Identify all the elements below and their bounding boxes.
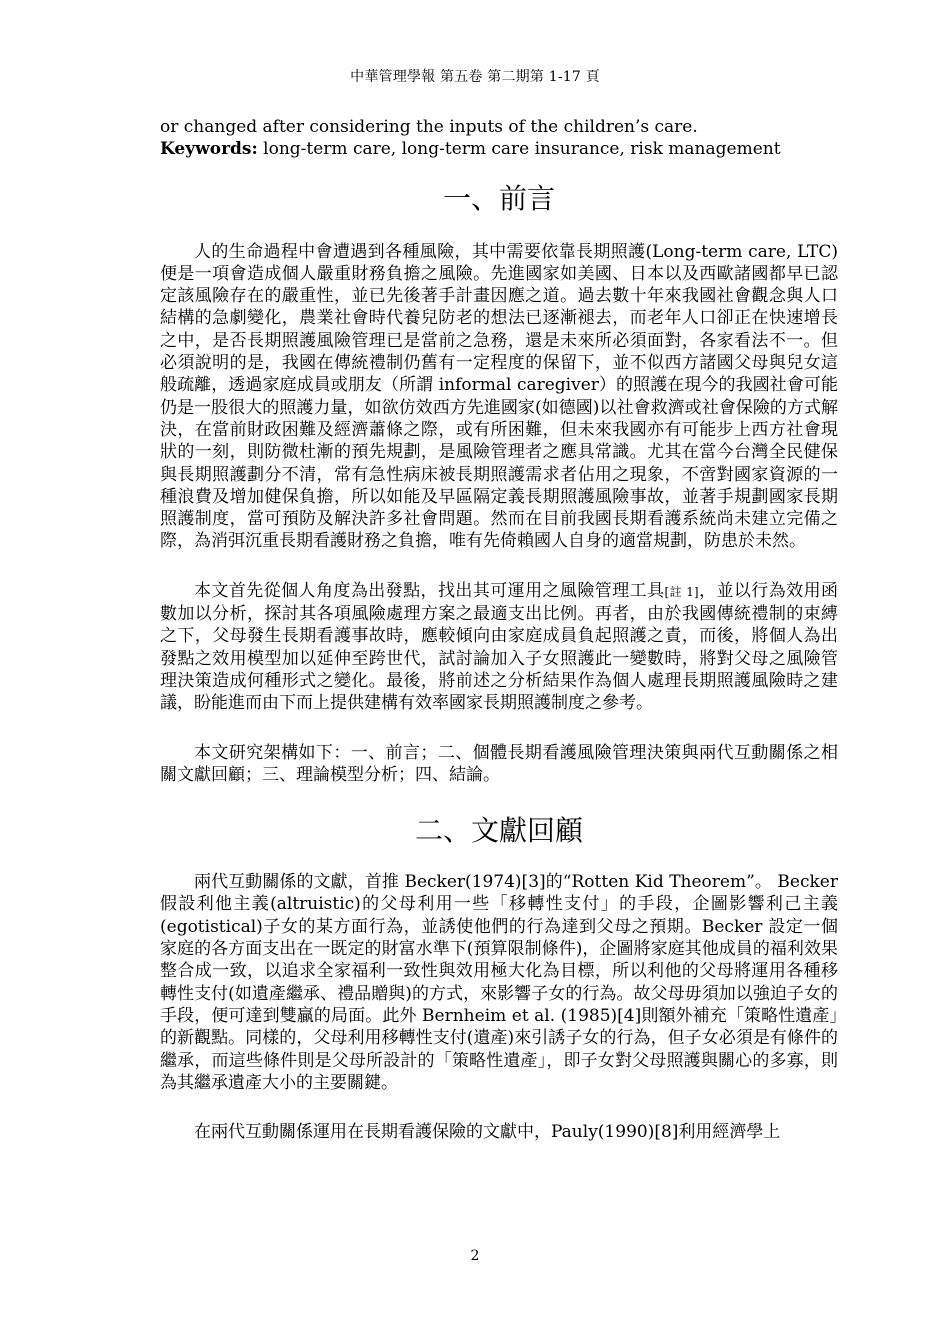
intro-paragraph-2-text-a: 本文首先從個人角度為出發點，找出其可運用之風險管理工具 — [194, 580, 665, 601]
section-heading-literature-review: 二、文獻回顧 — [414, 814, 583, 848]
intro-paragraph-2-text-b: ，並以行為效用函數加以分析，探討其各項風險處理方案之最適支出比例。再者，由於我國傳統禮制的束縛之下，父母發生長期看護事故時，應較傾向由家庭成員負起照護之責，而後，將個人為出發點之效用模型加以延伸至跨世代，試討論加入子女照護此一變數時，將對父母之風險管理決策造成何種形式之變化。最後，將前述之分析結果作為個人處理長期照護風險時之建議，盼能進而由下而上提供建構有效率國家長期照護制度之參考。 — [160, 580, 838, 714]
intro-paragraph-1: 人的生命過程中會遭遇到各種風險，其中需要依靠長期照護(Long-term care, LTC)便是一項會造成個人嚴重財務負擔之風險。先進國家如美國、日本以及西歐諸國都早已認定該風險存在的嚴重性，並已先後著手計畫因應之道。過去數十年來我國社會觀念與人口結構的急劇變化，農業社會時代養兒防老的想法已逐漸褪去，而老年人口卻正在快速增長之中，是否長期照護風險管理已是當前之急務，還是未來所必須面對，各家看法不一。但必須說明的是，我國在傳統禮制仍舊有一定程度的保留下，並不似西方諸國父母與兒女這般疏離，透過家庭成員或朋友（所謂 informal caregiver）的照護在現今的我國社會可能仍是一股很大的照護力量，如欲仿效西方先進國家(如德國)以社會救濟或社會保險的方式解決，在當前財政困難及經濟蕭條之際，或有所困難，但未來我國亦有可能步上西方社會現狀的一刻，則防微杜漸的預先規劃，是風險管理者之應具常識。尤其在當今台灣全民健保與長期照護劃分不清，常有急性病床被長期照護需求者佔用之現象，不啻對國家資源的一種浪費及增加健保負擔，所以如能及早區隔定義長期照護風險事故，並著手規劃國家長期照護制度，當可預防及解決許多社會問題。然而在目前我國長期看護系統尚未建立完備之際，為消弭沉重長期看護財務之負擔，唯有先倚賴國人自身的適當規劃，防患於未然。 — [160, 241, 838, 552]
literature-paragraph-1: 兩代互動關係的文獻，首推 Becker(1974)[3]的“Rotten Kid Theorem”。 Becker 假設利他主義(altruistic)的父母利用一些「移轉性支付」的手段，企圖影響利己主義(egotistical)子女的某方面行為，並誘使他們的行為達到父母之預期。Becker 設定一個家庭的各方面支出在一既定的財富水準下(預算限制條件)，企圖將家庭其他成員的福利效果整合成一致，以追求全家福利一致性與效用極大化為目標，所以利他的父母將運用各種移轉性支付(如遺產繼承、禮品贈與)的方式，來影響子女的行為。故父母毋須加以強迫子女的手段，便可達到雙贏的局面。此外 Bernheim et al. (1985)[4]則額外補充「策略性遺產」的新觀點。同樣的，父母利用移轉性支付(遺產)來引誘子女的行為，但子女必須是有條件的繼承，而這些條件則是父母所設計的「策略性遺產」，即子女對父母照護與關心的多寡，則為其繼承遺產大小的主要關鍵。 — [160, 872, 838, 1093]
keywords-text: long-term care, long-term care insurance, risk management — [257, 139, 781, 160]
intro-paragraph-2 — [160, 580, 838, 715]
main-content — [160, 116, 838, 1143]
literature-paragraph-2: 在兩代互動關係運用在長期看護保險的文獻中，Pauly(1990)[8]利用經濟學上 — [194, 1122, 781, 1143]
running-header: 中華管理學報 第五卷 第二期第 1-17 頁 — [350, 69, 600, 85]
intro-paragraph-3: 本文研究架構如下：一、前言；二、個體長期看護風險管理決策與兩代互動關係之相關文獻回顧；三、理論模型分析；四、結論。 — [160, 742, 838, 785]
section-heading-introduction: 一、前言 — [442, 181, 555, 215]
keywords-line — [160, 138, 838, 160]
footnote-marker: [註 1] — [664, 584, 699, 599]
abstract-tail-line: or changed after considering the inputs of the children’s care. — [160, 117, 698, 137]
keywords-label: Keywords: — [160, 139, 258, 160]
page-number: 2 — [470, 1248, 480, 1264]
